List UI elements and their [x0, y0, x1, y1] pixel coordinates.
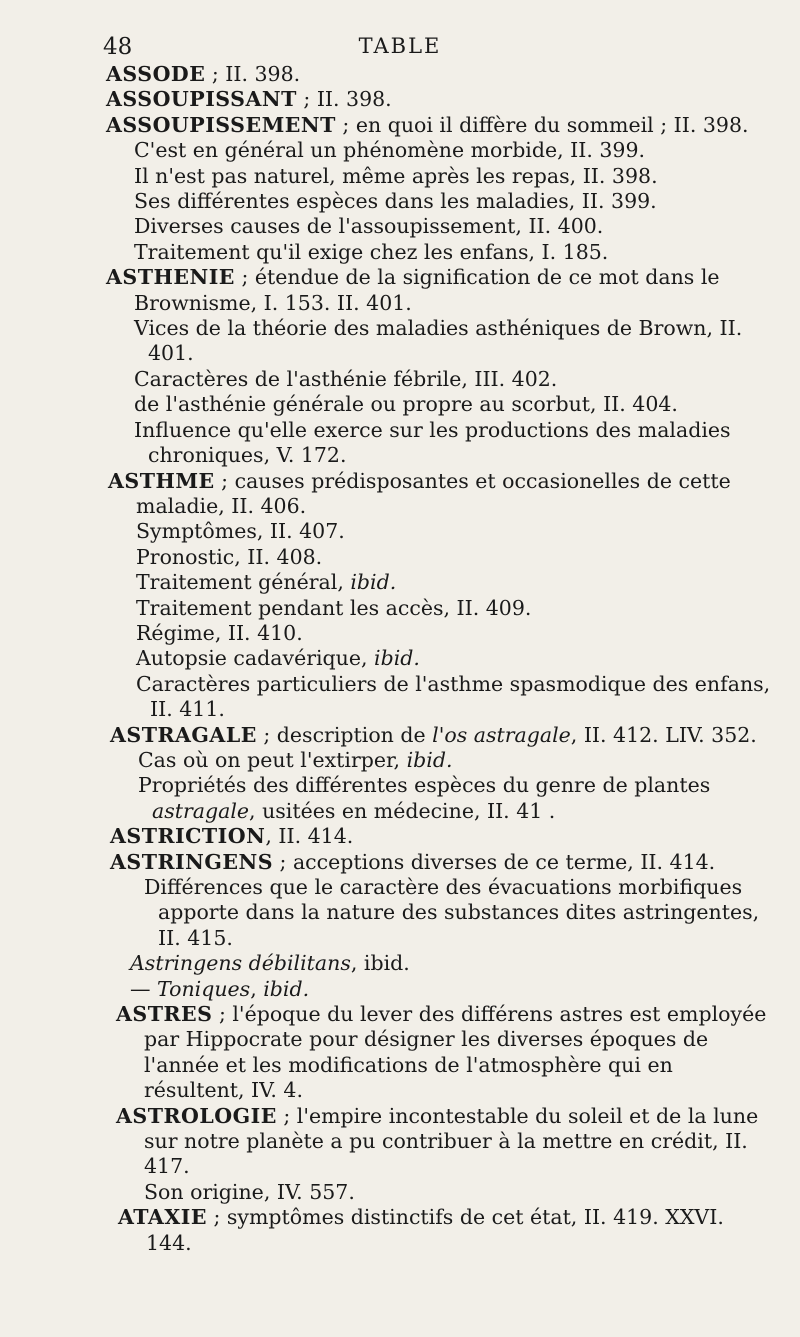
index-subentry [130, 1180, 772, 1205]
subentry-text: Caractères particuliers de l'asthme spasmodique des enfans, II. 411. [136, 671, 771, 722]
subentry-text: Ses différentes espèces dans les maladies, II. 399. [134, 189, 657, 214]
index-crossref [116, 977, 772, 1002]
index-subentry [130, 875, 772, 951]
index-entry [106, 265, 772, 316]
entry-headword: ASTHME [108, 468, 215, 493]
index-subentry [120, 138, 772, 163]
index-entry [110, 723, 772, 748]
subentry-text: Il n'est pas naturel, même après les repas, II. 398. [134, 163, 658, 188]
running-head: TABLE [358, 34, 442, 58]
subentry-text: Traitement général, [136, 570, 351, 595]
index-subentry [124, 748, 772, 773]
crossref-text: — Toniques, ibid. [130, 976, 310, 1001]
index-entries [0, 62, 800, 1256]
page-number: 48 [103, 34, 133, 60]
index-subentry [120, 189, 772, 214]
index-entry [106, 113, 772, 138]
index-entry [110, 824, 772, 849]
subentry-ibid: ibid. [374, 646, 420, 671]
entry-headword: ATAXIE [118, 1205, 207, 1230]
index-entry [118, 1205, 772, 1256]
entry-headword: ASSOUPISSANT [106, 87, 297, 112]
entry-headword: ASTHENIE [106, 265, 235, 290]
subentry-text: Influence qu'elle exerce sur les productions des maladies chroniques, V. 172. [134, 417, 731, 468]
subentry-text: Symptômes, II. 407. [136, 519, 345, 544]
index-subentry [122, 545, 772, 570]
subentry-text: de l'asthénie générale ou propre au scorbut, II. 404. [134, 392, 678, 417]
entry-text: ; en quoi il diffère du sommeil ; II. 398. [335, 112, 749, 137]
subentry-text: C'est en général un phénomène morbide, II. 399. [134, 138, 646, 163]
subentry-text: Autopsie cadavérique, [136, 646, 375, 671]
index-subentry [120, 367, 772, 392]
index-crossref [116, 951, 772, 976]
entry-headword: ASTRES [116, 1002, 213, 1027]
index-subentry [122, 519, 772, 544]
index-subentry [120, 164, 772, 189]
index-entry [116, 1002, 772, 1104]
subentry-text: Propriétés des différentes espèces du genre de plantes astragale, usitées en médecine, II. 41 . [138, 773, 711, 823]
index-subentry [120, 392, 772, 417]
subentry-text: Régime, II. 410. [136, 620, 303, 645]
index-subentry [120, 316, 772, 367]
index-entry [110, 850, 772, 875]
entry-text: ; l'empire incontestable du soleil et de la lune sur notre planète a pu contribuer à la mettre en crédit, II. 417. [144, 1103, 759, 1179]
entry-text: ; étendue de la signification de ce mot dans le Brownisme, I. 153. II. 401. [134, 265, 720, 315]
index-subentry [122, 596, 772, 621]
entry-headword: ASTROLOGIE [116, 1103, 277, 1128]
index-subentry [122, 672, 772, 723]
entry-text: ; description de l'os astragale, II. 412. LIV. 352. [256, 722, 757, 747]
entry-text: ; symptômes distinctifs de cet état, II. 419. XXVI. 144. [146, 1205, 724, 1255]
entry-headword: ASTRINGENS [110, 849, 274, 874]
index-subentry [122, 570, 772, 595]
entry-headword: ASSOUPISSEMENT [106, 112, 336, 137]
entry-text: ; acceptions diverses de ce terme, II. 414. [273, 849, 716, 874]
index-entry [106, 87, 772, 112]
index-subentry [124, 773, 772, 824]
entry-text: ; causes prédisposantes et occasionelles de cette maladie, II. 406. [136, 468, 731, 518]
index-subentry [122, 646, 772, 671]
entry-headword: ASSODE [106, 62, 206, 86]
entry-text: ; II. 398. [205, 62, 301, 86]
index-entry [116, 1104, 772, 1180]
entry-text: ; II. 398. [296, 87, 392, 112]
index-entry [108, 469, 772, 520]
subentry-text: Vices de la théorie des maladies asthéniques de Brown, II. 401. [134, 316, 743, 366]
entry-headword: ASTRAGALE [110, 722, 257, 747]
subentry-ibid: ibid. [406, 747, 453, 772]
entry-headword: ASTRICTION [110, 824, 266, 849]
entry-text: ; l'époque du lever des différens astres est employée par Hippocrate pour désigner les diverses époques de l'année et les modifications de l'atmosphère qui en résultent, IV. 4. [144, 1002, 767, 1103]
subentry-ibid: ibid. [350, 570, 397, 595]
crossref-text: Astringens débilitans, ibid. [130, 951, 410, 976]
subentry-text: Différences que le caractère des évacuations morbifiques apporte dans la nature des substances dites astringentes, II. 415. [144, 875, 760, 950]
subentry-text: Traitement pendant les accès, II. 409. [136, 595, 532, 620]
index-subentry [120, 214, 772, 239]
index-entry [106, 62, 772, 87]
entry-text: , II. 414. [265, 824, 354, 849]
index-subentry [120, 240, 772, 265]
subentry-text: Caractères de l'asthénie fébrile, III. 402. [134, 366, 558, 391]
subentry-text: Cas où on peut l'extirper, [138, 747, 407, 772]
subentry-text: Diverses causes de l'assoupissement, II. 400. [134, 214, 604, 239]
index-subentry [120, 418, 772, 469]
index-subentry [122, 621, 772, 646]
subentry-text: Pronostic, II. 408. [136, 544, 323, 569]
subentry-text: Son origine, IV. 557. [144, 1179, 355, 1204]
subentry-text: Traitement qu'il exige chez les enfans, I. 185. [134, 239, 609, 264]
